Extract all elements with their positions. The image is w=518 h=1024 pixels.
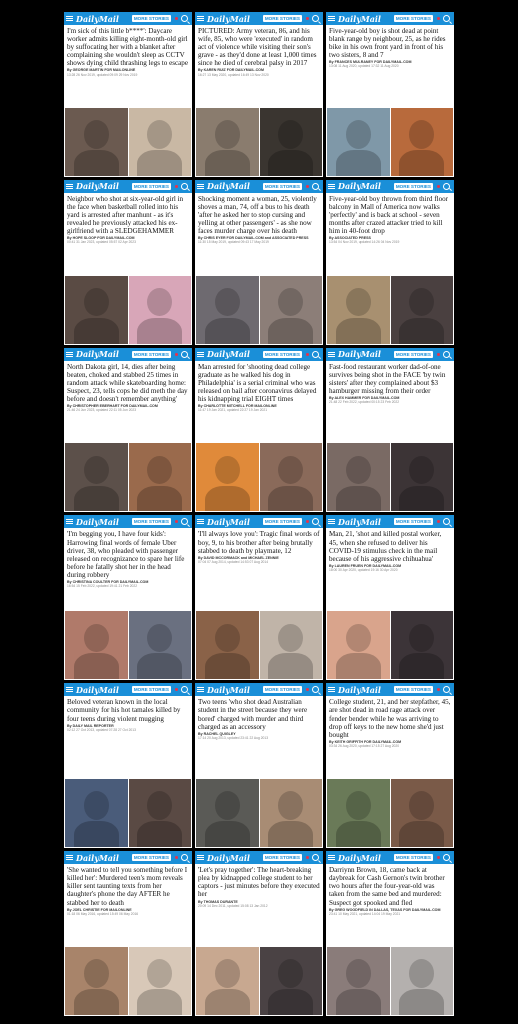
notification-dot <box>437 353 440 356</box>
more-stories-button[interactable]: MORE STORIES <box>264 687 300 693</box>
menu-icon[interactable] <box>328 16 335 21</box>
headline[interactable]: Beloved veteran known in the local community for his hot tamales killed by four teens during violent mugging <box>67 698 181 723</box>
dailymail-header <box>326 12 454 25</box>
dailymail-header <box>195 348 323 361</box>
dailymail-logo[interactable]: DailyMail <box>76 852 119 863</box>
dates: 18:00 30 Apr 2020, updated 19:16 30 Apr 2020 <box>329 567 398 572</box>
dailymail-header <box>64 180 192 193</box>
notification-dot <box>306 353 309 356</box>
search-icon[interactable] <box>181 15 188 22</box>
notification-dot <box>437 17 440 20</box>
search-icon[interactable] <box>181 183 188 190</box>
news-photo[interactable] <box>260 276 323 344</box>
news-photo[interactable] <box>391 779 454 847</box>
menu-icon[interactable] <box>197 352 204 357</box>
search-icon[interactable] <box>312 854 319 861</box>
menu-icon[interactable] <box>66 519 73 524</box>
headline[interactable]: Two teens 'who shot dead Australian student in the street because they were bored' charged with murder and third charged as an accessory <box>198 698 308 731</box>
photo-row <box>326 443 454 512</box>
byline: By RACHEL QUIGLEY <box>198 731 236 736</box>
news-photo[interactable] <box>260 947 323 1015</box>
byline: By KEITH GRIFFITH FOR DAILYMAIL.COM <box>329 739 402 744</box>
notification-dot <box>306 688 309 691</box>
search-icon[interactable] <box>181 518 188 525</box>
dates: 02:12 27 Oct 2013, updated 07:28 27 Oct 2013 <box>67 727 136 732</box>
news-photo[interactable] <box>129 947 192 1015</box>
search-icon[interactable] <box>443 854 450 861</box>
headline[interactable]: I'm sick of this little b****': Daycare worker admits killing eight-month-old girl by suffocating her with a blanket after complaining she wouldn't sleep as CCTV shows dying child thrashing legs to escape <box>67 27 188 68</box>
search-icon[interactable] <box>312 518 319 525</box>
photo-row <box>195 611 323 680</box>
dailymail-header <box>64 348 192 361</box>
dailymail-logo[interactable]: DailyMail <box>76 181 119 192</box>
news-photo[interactable] <box>391 947 454 1015</box>
headline[interactable]: Five-year-old boy thrown from third floor balcony in Mall of America now walks 'perfectly' and is back at school - seven months after crazed attacker tried to kill him in 40-foot drop <box>329 194 449 236</box>
news-photo[interactable] <box>391 108 454 176</box>
dailymail-logo[interactable]: DailyMail <box>338 181 381 192</box>
news-photo[interactable] <box>196 611 259 679</box>
headline[interactable]: PICTURED: Army veteran, 86, and his wife, 85, who were 'executed' in random act of violence while visiting their son's grave - as they'd done at least 1,000 times since he died of cerebral palsy in 2017 <box>198 27 317 68</box>
menu-icon[interactable] <box>328 519 335 524</box>
news-photo[interactable] <box>196 947 259 1015</box>
photo-row <box>64 108 192 177</box>
dailymail-header <box>326 515 454 528</box>
dailymail-header <box>64 12 192 25</box>
news-photo[interactable] <box>129 611 192 679</box>
dailymail-header <box>326 348 454 361</box>
news-photo[interactable] <box>260 108 323 176</box>
notification-dot <box>175 688 178 691</box>
notification-dot <box>175 520 178 523</box>
menu-icon[interactable] <box>197 855 204 860</box>
byline: By CHRISTOPHER EBERHART FOR DAILYMAIL.COM <box>67 404 158 409</box>
search-icon[interactable] <box>312 15 319 22</box>
news-photo[interactable] <box>65 443 128 511</box>
more-stories-button[interactable]: MORE STORIES <box>264 16 300 21</box>
more-stories-button[interactable]: MORE STORIES <box>395 351 431 357</box>
news-card[interactable] <box>64 683 192 848</box>
news-card[interactable] <box>326 12 454 177</box>
byline: By LAUREN FRUEN FOR DAILYMAIL.COM <box>329 563 402 568</box>
photo-row <box>64 947 192 1016</box>
headline[interactable]: Darriynn Brown, 18, came back at daybreak for Cash Gernon's twin brother two hours after the four-year-old was taken from the same bed and murdered: Suspect got spooked and fled <box>329 866 445 907</box>
more-stories-button[interactable]: MORE STORIES <box>264 519 300 525</box>
dailymail-logo[interactable]: DailyMail <box>207 181 250 192</box>
more-stories-button[interactable]: MORE STORIES <box>133 16 169 21</box>
news-photo[interactable] <box>391 276 454 344</box>
news-photo[interactable] <box>65 611 128 679</box>
dates: 03:34 26 Aug 2020, updated 17:15 27 Aug 2020 <box>329 743 400 748</box>
dates: 21:46 24 Jun 2023, updated 22:11 05 Jun 2023 <box>67 408 137 413</box>
dailymail-logo[interactable]: DailyMail <box>207 13 250 24</box>
dailymail-logo[interactable]: DailyMail <box>338 516 381 527</box>
headline[interactable]: 'I'll always love you': Tragic final words of boy, 9, to his brother after being brutally stabbed to death by playmate, 12 <box>198 530 320 555</box>
more-stories-button[interactable]: MORE STORIES <box>395 16 431 21</box>
news-card[interactable] <box>326 515 454 680</box>
notification-dot <box>437 185 440 188</box>
photo-row <box>195 108 323 177</box>
headline[interactable]: Man, 21, 'shot and killed postal worker, 45, when she refused to deliver his COVID-19 stimulus check in the mail because of his aggressive chihuahua' <box>329 530 442 563</box>
dailymail-logo[interactable]: DailyMail <box>338 349 381 360</box>
headline[interactable]: North Dakota girl, 14, dies after being beaten, choked and stabbed 25 times in random attack while skateboarding home: Suspect, 23, tells cops he did meth the day before and doesn't remember anything' <box>67 362 188 404</box>
news-photo[interactable] <box>327 108 390 176</box>
dates: 20:09 14 Dec 2011, updated 15:08 13 Jan 2012 <box>198 903 268 908</box>
byline: By DAVID MCCORMACK and MICHAEL ZENNIE <box>198 555 279 560</box>
notification-dot <box>437 856 440 859</box>
notification-dot <box>306 185 309 188</box>
news-photo[interactable] <box>327 947 390 1015</box>
photo-row <box>326 779 454 848</box>
dates: 11:47 19 Jan 2021, updated 22:27 19 Jan 2021 <box>198 408 268 413</box>
news-card[interactable] <box>195 515 323 680</box>
byline: By JOEL CHRISTIE FOR MAILONLINE <box>67 907 132 912</box>
search-icon[interactable] <box>443 518 450 525</box>
search-icon[interactable] <box>443 351 450 358</box>
headline[interactable]: 'I'm begging you, I have four kids': Harrowing final words of female Uber driver, 38, who pleaded with passenger released on recognizance to spare her life before he fatally shot her in the head during robbery <box>67 530 185 579</box>
news-photo[interactable] <box>129 276 192 344</box>
news-photo[interactable] <box>391 611 454 679</box>
news-card[interactable] <box>195 348 323 513</box>
photo-row <box>195 779 323 848</box>
dailymail-header <box>195 683 323 696</box>
news-card[interactable] <box>195 180 323 345</box>
dailymail-logo[interactable]: DailyMail <box>76 516 119 527</box>
news-photo[interactable] <box>196 276 259 344</box>
headline[interactable]: Man arrested for 'shooting dead college graduate as he walked his dog in Philadelphia' is a serial criminal who was released on bail after coronavirus delayed his kidnapping trial EIGHT times <box>198 362 317 404</box>
byline: By CHRISTINA COULTER FOR DAILYMAIL.COM <box>67 580 149 585</box>
notification-dot <box>306 856 309 859</box>
more-stories-button[interactable]: MORE STORIES <box>133 519 169 525</box>
dates: 13:28 26 Nov 2019, updated 09:09 29 Nov 2019 <box>67 72 138 77</box>
news-photo[interactable] <box>327 779 390 847</box>
photo-row <box>195 276 323 345</box>
photo-row <box>326 276 454 345</box>
news-photo[interactable] <box>129 108 192 176</box>
search-icon[interactable] <box>181 351 188 358</box>
photo-row <box>64 276 192 345</box>
headline[interactable]: Shocking moment a woman, 25, violently shoves a man, 74, off a bus to his death 'after he asked her to stop cursing and yelling at other passengers' - as she now faces murder charge over his death <box>198 194 317 236</box>
menu-icon[interactable] <box>66 687 73 692</box>
dailymail-logo[interactable]: DailyMail <box>207 349 250 360</box>
dailymail-logo[interactable]: DailyMail <box>76 13 119 24</box>
photo-row <box>64 443 192 512</box>
news-photo[interactable] <box>196 443 259 511</box>
menu-icon[interactable] <box>328 352 335 357</box>
dates: 11:30 15 May 2019, updated 09:43 17 May 2019 <box>198 240 269 245</box>
more-stories-button[interactable]: MORE STORIES <box>395 183 431 189</box>
news-photo[interactable] <box>65 276 128 344</box>
news-grid <box>64 12 454 1016</box>
photo-row <box>195 443 323 512</box>
news-card[interactable] <box>195 683 323 848</box>
dates: 01:18 06 May 2016, updated 15:49 06 May 2016 <box>67 911 139 916</box>
dates: 16:27 13 May 2020, updated 16:49 13 Nov 2020 <box>198 72 269 77</box>
news-photo[interactable] <box>260 611 323 679</box>
search-icon[interactable] <box>312 351 319 358</box>
dailymail-logo[interactable]: DailyMail <box>207 516 250 527</box>
headline[interactable]: 'She wanted to tell you something before I killed her': Murdered teen's mom reveals killer sent taunting texts from her daughter's phone the day AFTER he stabbed her to death <box>67 866 188 907</box>
dates: 17:14 20 Aug 2013, updated 23:41 22 Aug 2013 <box>198 735 269 740</box>
search-icon[interactable] <box>312 686 319 693</box>
dates: 23:41 10 May 2021, updated 14:04 19 May 2021 <box>329 911 401 916</box>
headline[interactable]: Five-year-old boy is shot dead at point blank range by neighbour, 25, as he rides bike in his own front yard in front of his two sisters, 8 and 7 <box>329 27 446 60</box>
byline: By ALEX HAMMER FOR DAILYMAIL.COM <box>329 396 400 401</box>
photo-row <box>326 108 454 177</box>
more-stories-button[interactable]: MORE STORIES <box>395 519 431 525</box>
search-icon[interactable] <box>443 183 450 190</box>
headline[interactable]: 'Let's pray together': The heart-breaking plea by kidnapped college student to her captors - just minutes before they executed her <box>198 866 320 899</box>
notification-dot <box>437 520 440 523</box>
dailymail-logo[interactable]: DailyMail <box>207 852 250 863</box>
dates: 13:08 11 Aug 2020, updated 17:32 11 Aug 2020 <box>329 64 399 69</box>
notification-dot <box>175 185 178 188</box>
dates: 00:41 31 Jan 2023, updated 05:57 02 Apr 2023 <box>67 240 136 245</box>
news-photo[interactable] <box>65 108 128 176</box>
dates: 21:48 22 Feb 2022, updated 00:15 23 Feb 2022 <box>329 400 400 405</box>
search-icon[interactable] <box>181 686 188 693</box>
notification-dot <box>437 688 440 691</box>
dailymail-header <box>64 683 192 696</box>
byline: By HOPE SLOOP FOR DAILYMAIL.COM <box>67 236 135 241</box>
more-stories-button[interactable]: MORE STORIES <box>133 855 169 861</box>
menu-icon[interactable] <box>66 184 73 189</box>
search-icon[interactable] <box>312 183 319 190</box>
more-stories-button[interactable]: MORE STORIES <box>395 687 431 693</box>
news-card[interactable] <box>195 12 323 177</box>
search-icon[interactable] <box>181 854 188 861</box>
dailymail-header <box>64 851 192 864</box>
news-photo[interactable] <box>260 779 323 847</box>
more-stories-button[interactable]: MORE STORIES <box>133 687 169 693</box>
news-photo[interactable] <box>196 108 259 176</box>
byline: By GREG WOODFIELD IN DALLAS, TEXAS FOR DAILYMAIL.COM <box>329 907 441 912</box>
news-photo[interactable] <box>327 443 390 511</box>
more-stories-button[interactable]: MORE STORIES <box>264 855 300 861</box>
news-photo[interactable] <box>196 779 259 847</box>
dailymail-logo[interactable]: DailyMail <box>207 684 250 695</box>
search-icon[interactable] <box>443 15 450 22</box>
photo-row <box>64 611 192 680</box>
dailymail-header <box>195 12 323 25</box>
dailymail-header <box>64 515 192 528</box>
news-card[interactable] <box>326 683 454 848</box>
more-stories-button[interactable]: MORE STORIES <box>264 183 300 189</box>
dates: 07:04 07 Aug 2014, updated 14:53 07 Aug 2014 <box>198 559 269 564</box>
news-card[interactable] <box>64 851 192 1016</box>
news-photo[interactable] <box>391 443 454 511</box>
dates: 16:54 15 Feb 2022, updated 19:41 21 Feb 2022 <box>67 584 138 589</box>
photo-row <box>195 947 323 1016</box>
news-photo[interactable] <box>260 443 323 511</box>
menu-icon[interactable] <box>66 352 73 357</box>
notification-dot <box>306 17 309 20</box>
news-card[interactable] <box>326 180 454 345</box>
menu-icon[interactable] <box>197 184 204 189</box>
photo-row <box>326 947 454 1016</box>
photo-row <box>64 779 192 848</box>
menu-icon[interactable] <box>328 855 335 860</box>
byline: By THOMAS DURANTE <box>198 899 238 904</box>
news-card[interactable] <box>64 348 192 513</box>
news-photo[interactable] <box>327 276 390 344</box>
menu-icon[interactable] <box>197 687 204 692</box>
dailymail-header <box>195 180 323 193</box>
byline: By CHARLOTTE MITCHELL FOR MAILONLINE <box>198 404 277 409</box>
news-photo[interactable] <box>65 779 128 847</box>
headline[interactable]: Fast-food restaurant worker dad-of-one survives being shot in the FACE 'by twin sisters' after they complained about $3 hamburger missing from their order <box>329 362 446 395</box>
byline: By ASSOCIATED PRESS <box>329 236 371 241</box>
news-photo[interactable] <box>65 947 128 1015</box>
dailymail-header <box>195 851 323 864</box>
dailymail-logo[interactable]: DailyMail <box>76 684 119 695</box>
notification-dot <box>306 520 309 523</box>
search-icon[interactable] <box>443 686 450 693</box>
more-stories-button[interactable]: MORE STORIES <box>133 351 169 357</box>
byline: By KAREN RUIZ FOR DAILYMAIL.COM <box>198 68 264 73</box>
news-card[interactable] <box>64 180 192 345</box>
dates: 13:54 04 Nov 2019, updated 14:26 04 Nov 2019 <box>329 240 400 245</box>
dailymail-logo[interactable]: DailyMail <box>338 852 381 863</box>
more-stories-button[interactable]: MORE STORIES <box>133 183 169 189</box>
dailymail-header <box>326 683 454 696</box>
news-photo[interactable] <box>129 779 192 847</box>
news-card[interactable] <box>64 12 192 177</box>
news-card[interactable] <box>326 348 454 513</box>
byline: By FRANCES MULRANEY FOR DAILYMAIL.COM <box>329 60 412 65</box>
notification-dot <box>175 353 178 356</box>
dailymail-header <box>195 515 323 528</box>
menu-icon[interactable] <box>328 184 335 189</box>
dailymail-logo[interactable]: DailyMail <box>338 13 381 24</box>
dailymail-logo[interactable]: DailyMail <box>76 349 119 360</box>
news-card[interactable] <box>195 851 323 1016</box>
more-stories-button[interactable]: MORE STORIES <box>264 351 300 357</box>
dailymail-logo[interactable]: DailyMail <box>338 684 381 695</box>
byline: By GEORGE MARTIN FOR MAILONLINE <box>67 68 136 73</box>
news-card[interactable] <box>326 851 454 1016</box>
byline: By DAILY MAIL REPORTER <box>67 723 114 728</box>
news-photo[interactable] <box>327 611 390 679</box>
headline[interactable]: College student, 21, and her stepfather, 45, are shot dead in road rage attack over fender bender while he was arriving to drop off keys to the new home she'd just bought <box>329 698 451 739</box>
photo-row <box>326 611 454 680</box>
byline: By CHRIS EYER FOR DAILYMAIL.COM and ASSOCIATED PRESS <box>198 236 309 241</box>
more-stories-button[interactable]: MORE STORIES <box>395 855 431 861</box>
news-card[interactable] <box>64 515 192 680</box>
menu-icon[interactable] <box>197 16 204 21</box>
dailymail-header <box>326 851 454 864</box>
notification-dot <box>175 17 178 20</box>
menu-icon[interactable] <box>66 16 73 21</box>
news-photo[interactable] <box>129 443 192 511</box>
menu-icon[interactable] <box>197 519 204 524</box>
dailymail-header <box>326 180 454 193</box>
menu-icon[interactable] <box>328 687 335 692</box>
menu-icon[interactable] <box>66 855 73 860</box>
notification-dot <box>175 856 178 859</box>
headline[interactable]: Neighbor who shot at six-year-old girl in the face when basketball rolled into his yard is arrested after manhunt - as it's revealed he previously attacked his ex-girlfriend with a SLEDGEHAMMER <box>67 194 184 236</box>
